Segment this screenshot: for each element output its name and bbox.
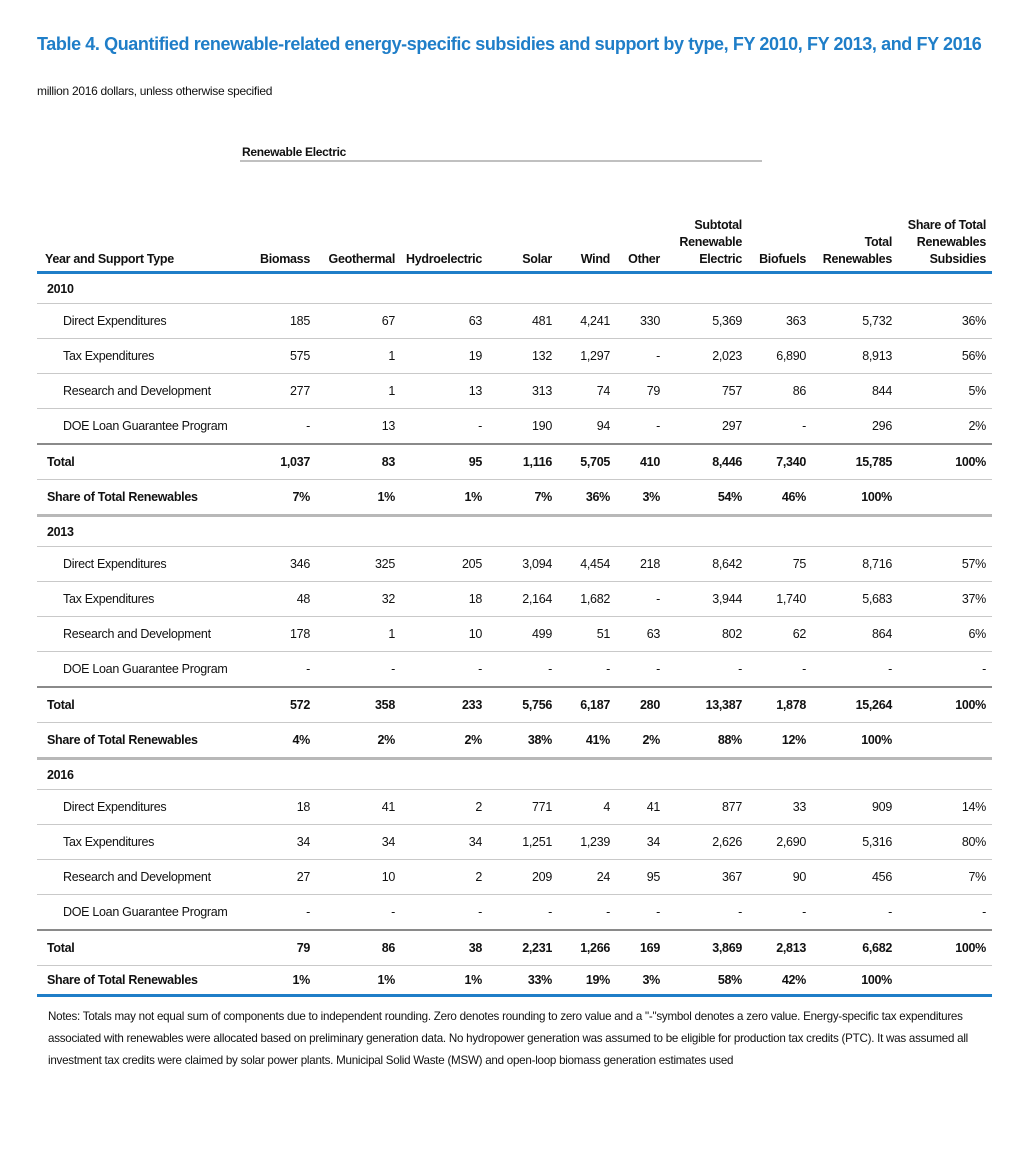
value-cell: 1% — [401, 480, 488, 516]
header-cell: Solar — [488, 168, 558, 273]
value-cell: 100% — [898, 444, 992, 480]
value-cell: - — [401, 895, 488, 931]
value-cell: 86 — [316, 930, 401, 966]
value-cell: 32 — [316, 582, 401, 617]
value-cell: 190 — [488, 409, 558, 445]
value-cell: 34 — [401, 825, 488, 860]
value-cell: 218 — [616, 547, 666, 582]
value-cell: 6% — [898, 617, 992, 652]
value-cell: 1,266 — [558, 930, 616, 966]
value-cell: 1,740 — [748, 582, 812, 617]
value-cell: - — [666, 895, 748, 931]
row-label: Direct Expenditures — [37, 790, 239, 825]
value-cell: 456 — [812, 860, 898, 895]
value-cell: 6,890 — [748, 339, 812, 374]
value-cell: 6,682 — [812, 930, 898, 966]
table-row — [37, 617, 992, 652]
units-subtitle: million 2016 dollars, unless otherwise specified — [37, 84, 273, 98]
value-cell: 62 — [748, 617, 812, 652]
value-cell: 63 — [401, 304, 488, 339]
table-row — [37, 582, 992, 617]
value-cell: - — [401, 409, 488, 445]
year-label: 2010 — [37, 273, 992, 304]
value-cell: 15,785 — [812, 444, 898, 480]
group-underline — [240, 160, 762, 162]
value-cell: 2,231 — [488, 930, 558, 966]
year-row — [37, 273, 992, 304]
table-row — [37, 790, 992, 825]
value-cell: 41% — [558, 723, 616, 759]
value-cell: 6,187 — [558, 687, 616, 723]
value-cell: 100% — [812, 966, 898, 996]
value-cell: 100% — [898, 930, 992, 966]
value-cell: 757 — [666, 374, 748, 409]
value-cell: - — [616, 409, 666, 445]
value-cell: 8,716 — [812, 547, 898, 582]
value-cell: 13 — [401, 374, 488, 409]
value-cell: - — [239, 652, 316, 688]
header-cell: Biomass — [239, 168, 316, 273]
value-cell: 18 — [401, 582, 488, 617]
value-cell: 74 — [558, 374, 616, 409]
value-cell: 280 — [616, 687, 666, 723]
value-cell: 41 — [616, 790, 666, 825]
table-row — [37, 374, 992, 409]
value-cell — [898, 966, 992, 996]
value-cell: 209 — [488, 860, 558, 895]
value-cell: 4 — [558, 790, 616, 825]
value-cell: 3,869 — [666, 930, 748, 966]
value-cell: - — [748, 652, 812, 688]
value-cell: 41 — [316, 790, 401, 825]
value-cell: 169 — [616, 930, 666, 966]
value-cell: 277 — [239, 374, 316, 409]
value-cell: 14% — [898, 790, 992, 825]
row-label: Share of Total Renewables — [37, 723, 239, 759]
value-cell: 802 — [666, 617, 748, 652]
value-cell: 57% — [898, 547, 992, 582]
value-cell: 2,023 — [666, 339, 748, 374]
value-cell: 27 — [239, 860, 316, 895]
total-row — [37, 444, 992, 480]
value-cell: - — [898, 652, 992, 688]
header-cell: Share of Total Renewables Subsidies — [898, 168, 992, 273]
value-cell: 358 — [316, 687, 401, 723]
value-cell: 95 — [401, 444, 488, 480]
value-cell: - — [316, 895, 401, 931]
value-cell: 572 — [239, 687, 316, 723]
value-cell: 80% — [898, 825, 992, 860]
value-cell: - — [812, 652, 898, 688]
value-cell: 185 — [239, 304, 316, 339]
value-cell: 2,813 — [748, 930, 812, 966]
value-cell: 499 — [488, 617, 558, 652]
header-cell: Subtotal Renewable Electric — [666, 168, 748, 273]
year-row — [37, 516, 992, 547]
table-row — [37, 547, 992, 582]
subsidies-table — [37, 168, 992, 997]
value-cell: 1 — [316, 339, 401, 374]
value-cell: 46% — [748, 480, 812, 516]
value-cell: 410 — [616, 444, 666, 480]
table-row — [37, 860, 992, 895]
value-cell: 34 — [616, 825, 666, 860]
value-cell: - — [666, 652, 748, 688]
value-cell: 19 — [401, 339, 488, 374]
share-row — [37, 723, 992, 759]
share-row — [37, 480, 992, 516]
value-cell: - — [748, 895, 812, 931]
value-cell: - — [898, 895, 992, 931]
value-cell: - — [239, 409, 316, 445]
row-label: Direct Expenditures — [37, 547, 239, 582]
value-cell: 5,756 — [488, 687, 558, 723]
table-row — [37, 895, 992, 931]
value-cell: 7,340 — [748, 444, 812, 480]
row-label: Research and Development — [37, 374, 239, 409]
header-cell: Other — [616, 168, 666, 273]
value-cell: - — [616, 582, 666, 617]
value-cell: 5% — [898, 374, 992, 409]
value-cell: 296 — [812, 409, 898, 445]
value-cell: - — [401, 652, 488, 688]
value-cell: - — [616, 895, 666, 931]
header-cell: Year and Support Type — [37, 168, 239, 273]
header-cell: Wind — [558, 168, 616, 273]
value-cell: 38% — [488, 723, 558, 759]
total-row — [37, 930, 992, 966]
table-row — [37, 652, 992, 688]
value-cell: 1,297 — [558, 339, 616, 374]
row-label: Tax Expenditures — [37, 582, 239, 617]
value-cell: - — [616, 652, 666, 688]
value-cell: 10 — [316, 860, 401, 895]
value-cell: 33 — [748, 790, 812, 825]
value-cell: - — [558, 895, 616, 931]
value-cell: 86 — [748, 374, 812, 409]
value-cell: 95 — [616, 860, 666, 895]
value-cell: 2% — [401, 723, 488, 759]
value-cell: 325 — [316, 547, 401, 582]
value-cell: 1,878 — [748, 687, 812, 723]
value-cell: - — [488, 895, 558, 931]
value-cell: - — [748, 409, 812, 445]
header-cell: Geothermal — [316, 168, 401, 273]
value-cell: 3% — [616, 480, 666, 516]
value-cell: 10 — [401, 617, 488, 652]
total-row — [37, 687, 992, 723]
value-cell: 2 — [401, 860, 488, 895]
value-cell: 1,251 — [488, 825, 558, 860]
year-label: 2013 — [37, 516, 992, 547]
row-label: Tax Expenditures — [37, 339, 239, 374]
value-cell: 367 — [666, 860, 748, 895]
header-row — [37, 168, 992, 273]
value-cell: 5,683 — [812, 582, 898, 617]
value-cell: 2% — [616, 723, 666, 759]
table-row — [37, 339, 992, 374]
row-label: DOE Loan Guarantee Program — [37, 652, 239, 688]
value-cell: 13 — [316, 409, 401, 445]
value-cell: 8,913 — [812, 339, 898, 374]
value-cell: 75 — [748, 547, 812, 582]
value-cell: 233 — [401, 687, 488, 723]
row-label: Tax Expenditures — [37, 825, 239, 860]
value-cell: 4,454 — [558, 547, 616, 582]
value-cell: 7% — [239, 480, 316, 516]
value-cell: 4,241 — [558, 304, 616, 339]
row-label: Total — [37, 687, 239, 723]
value-cell: 100% — [898, 687, 992, 723]
value-cell: 1% — [401, 966, 488, 996]
table-notes: Notes: Totals may not equal sum of components due to independent rounding. Zero denotes rounding to zero value and a "-"symbol denotes a zero value. Energy-specific tax expenditures associated with renewables were allocated based on preliminary generation data. No hydropower generation was assumed to be eligible for production tax credits (PTC). It was assumed all investment tax credits were claimed by solar power plants. Municipal Solid Waste (MSW) and open-loop biomass generation estimates used — [48, 1010, 969, 1067]
value-cell: - — [488, 652, 558, 688]
table-title: Table 4. Quantified renewable-related energy-specific subsidies and support by type, FY 2010, FY 2013, and FY 2016 — [37, 34, 982, 54]
value-cell: 88% — [666, 723, 748, 759]
table-row — [37, 825, 992, 860]
value-cell: 1% — [316, 966, 401, 996]
value-cell: 1,239 — [558, 825, 616, 860]
value-cell: - — [239, 895, 316, 931]
value-cell: 3% — [616, 966, 666, 996]
row-label: Direct Expenditures — [37, 304, 239, 339]
value-cell: 37% — [898, 582, 992, 617]
value-cell: 54% — [666, 480, 748, 516]
value-cell: 33% — [488, 966, 558, 996]
value-cell: 205 — [401, 547, 488, 582]
value-cell: 8,642 — [666, 547, 748, 582]
value-cell: 864 — [812, 617, 898, 652]
value-cell: 48 — [239, 582, 316, 617]
value-cell: 2 — [401, 790, 488, 825]
header-cell: Hydroelectric — [401, 168, 488, 273]
value-cell: 2% — [316, 723, 401, 759]
value-cell: 313 — [488, 374, 558, 409]
value-cell: 15,264 — [812, 687, 898, 723]
value-cell: 34 — [316, 825, 401, 860]
value-cell: 363 — [748, 304, 812, 339]
value-cell — [898, 480, 992, 516]
row-label: DOE Loan Guarantee Program — [37, 409, 239, 445]
value-cell: - — [616, 339, 666, 374]
value-cell: - — [558, 652, 616, 688]
value-cell: 38 — [401, 930, 488, 966]
value-cell: 2,690 — [748, 825, 812, 860]
value-cell: 1,682 — [558, 582, 616, 617]
value-cell: 4% — [239, 723, 316, 759]
value-cell: 1 — [316, 374, 401, 409]
value-cell: 42% — [748, 966, 812, 996]
value-cell: - — [316, 652, 401, 688]
value-cell: 51 — [558, 617, 616, 652]
value-cell: 575 — [239, 339, 316, 374]
value-cell: 56% — [898, 339, 992, 374]
value-cell: 844 — [812, 374, 898, 409]
table-row — [37, 304, 992, 339]
value-cell: 1,037 — [239, 444, 316, 480]
value-cell: 2,164 — [488, 582, 558, 617]
value-cell: 771 — [488, 790, 558, 825]
value-cell: 1% — [316, 480, 401, 516]
share-row — [37, 966, 992, 996]
value-cell: 100% — [812, 723, 898, 759]
value-cell: 132 — [488, 339, 558, 374]
value-cell: 18 — [239, 790, 316, 825]
value-cell: 100% — [812, 480, 898, 516]
value-cell: 90 — [748, 860, 812, 895]
value-cell: 7% — [488, 480, 558, 516]
value-cell: 8,446 — [666, 444, 748, 480]
value-cell: 7% — [898, 860, 992, 895]
value-cell: - — [812, 895, 898, 931]
value-cell: 5,705 — [558, 444, 616, 480]
value-cell: 13,387 — [666, 687, 748, 723]
value-cell: 2,626 — [666, 825, 748, 860]
row-label: Total — [37, 444, 239, 480]
table-row — [37, 409, 992, 445]
value-cell: 34 — [239, 825, 316, 860]
row-label: Share of Total Renewables — [37, 480, 239, 516]
value-cell — [898, 723, 992, 759]
value-cell: 1,116 — [488, 444, 558, 480]
value-cell: 67 — [316, 304, 401, 339]
renewable-electric-group-label: Renewable Electric — [242, 145, 346, 159]
table-body — [37, 273, 992, 996]
value-cell: 481 — [488, 304, 558, 339]
value-cell: 1 — [316, 617, 401, 652]
row-label: Total — [37, 930, 239, 966]
value-cell: 5,316 — [812, 825, 898, 860]
value-cell: 3,094 — [488, 547, 558, 582]
value-cell: 19% — [558, 966, 616, 996]
value-cell: 58% — [666, 966, 748, 996]
value-cell: 12% — [748, 723, 812, 759]
year-label: 2016 — [37, 759, 992, 790]
value-cell: 1% — [239, 966, 316, 996]
row-label: Research and Development — [37, 860, 239, 895]
value-cell: 83 — [316, 444, 401, 480]
header-cell: Biofuels — [748, 168, 812, 273]
value-cell: 36% — [898, 304, 992, 339]
value-cell: 178 — [239, 617, 316, 652]
value-cell: 909 — [812, 790, 898, 825]
value-cell: 877 — [666, 790, 748, 825]
value-cell: 330 — [616, 304, 666, 339]
value-cell: 79 — [239, 930, 316, 966]
row-label: Research and Development — [37, 617, 239, 652]
row-label: DOE Loan Guarantee Program — [37, 895, 239, 931]
value-cell: 63 — [616, 617, 666, 652]
value-cell: 79 — [616, 374, 666, 409]
value-cell: 5,369 — [666, 304, 748, 339]
value-cell: 36% — [558, 480, 616, 516]
value-cell: 5,732 — [812, 304, 898, 339]
value-cell: 2% — [898, 409, 992, 445]
year-row — [37, 759, 992, 790]
header-cell: Total Renewables — [812, 168, 898, 273]
value-cell: 3,944 — [666, 582, 748, 617]
value-cell: 24 — [558, 860, 616, 895]
value-cell: 94 — [558, 409, 616, 445]
value-cell: 346 — [239, 547, 316, 582]
value-cell: 297 — [666, 409, 748, 445]
row-label: Share of Total Renewables — [37, 966, 239, 996]
